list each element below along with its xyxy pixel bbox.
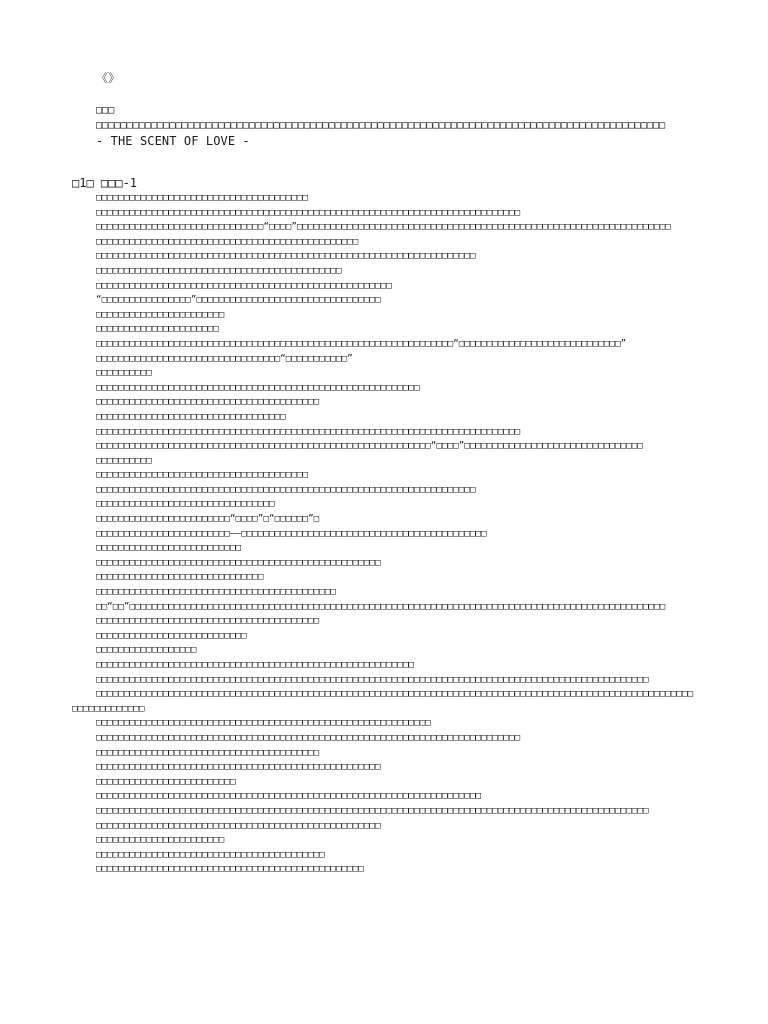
paragraph: □□□□□□□□□□□□□□□□□□□□□□□□□□ bbox=[96, 542, 242, 554]
paragraph: □□□□□□□□□□□□□□□□□□□□□□□□□□□□□□□□□“□□□□□□□□□□□” bbox=[96, 352, 353, 364]
paragraph: □□□□□□□□□□□□□□□□□□□□□□□□□□□□□□□□□□□□□□□□□□□□□□□□□□□□□□□□□ bbox=[96, 659, 415, 670]
paragraph: □□□□□□□□□□□□□□□□□□□□□□□□——□□□□□□□□□□□□□□□□□□□□□□□□□□□□□□□□□□□□□□□□□□□□ bbox=[96, 527, 487, 539]
paragraph: □□□□□□□□□□□□□□□□□□□□□□□□□□□□□□□□□□□□□□□□□□□□□□□□□□□□□ bbox=[96, 279, 392, 291]
paragraph: □□□□□□□□□□□□□□□□□□□□□□□□□□□□□□□□□□□□□□□□ bbox=[96, 746, 320, 758]
paragraph: □□□□□□□□□□□□□□□□□□□□□□□□□□□□□□□□□□□□□□□□□□□□□□□□□□□□□□□□□□ bbox=[96, 381, 420, 393]
paragraph: □□□□□□□□□□□□□□□□□□□□□□□□□□□□□□□□□□□□□□□□□□□□□□□□□□□□□□□□□□□□□□□□□□□□□ bbox=[96, 790, 482, 802]
paragraph: □□□□□□□□□□□□□□□□□□□□□□□ bbox=[96, 308, 225, 320]
paragraph: □□□□□□□□□□□□□□□□□□□□□□□□□□□□□□□□□□□□□□□□□ bbox=[96, 848, 325, 860]
paragraph: □□□□□□□□□□□□□□□□□□□□□□□□□□□□□□□□□□□□□□ bbox=[96, 192, 309, 203]
subtitle: - THE SCENT OF LOVE - bbox=[96, 134, 250, 148]
paragraph: □□□□□□□□□□□□□□□□□□□□□□□□□□□□□□□□□□□□□□□□□□□□□□□□□□□□□□□□□□□□□□□□□□□□ bbox=[96, 250, 476, 262]
paragraph: □□□□□□□□□□ bbox=[96, 454, 152, 466]
title-line-2: □□□□□□□□□□□□□□□□□□□□□□□□□□□□□□□□□□□□□□□□□□□□□□□□□□□□□□□□□□□□□□□□□□□□□□□□□□□□□□□□□□□□□□□□□□□□□ bbox=[96, 120, 666, 131]
paragraph: □□□□□□□□□□□□□□□□□□□□□□□□□□□□□□□□□□□□□□□□□□□□□□□□□□□□□□□□□□□□□□□□□□□□□□□□□□□□ bbox=[96, 425, 521, 437]
paragraph: □□□□□□□□□□□□□□□□□□□□□□□□□□□□□□□□□□□□□□□□□□□□□□□□□□□□□□□□□□□□□□□□□□□□□□□□□□□□□□□□□□□□□□□□□□□□□□□□□□□ bbox=[96, 804, 649, 816]
chapter-heading: □1□ □□□-1 bbox=[72, 176, 138, 190]
paragraph: □□□□□□□□□□□□□□□□□□□□□□□□“□□□□”□“□□□□□□”□ bbox=[96, 513, 320, 525]
paragraph: □□□□□□□□□□□□□□□□□□□□□□□ bbox=[96, 834, 225, 846]
paragraph: □□□□□□□□□□□□□□□□□□□□□□□□□□□□□□□□□□□□□□□□□□□□□□□□□□□□□□□□□□□□□□□□“□□□□□□□□□□□□□□□□□□□□□□□□□□□□□” bbox=[96, 337, 627, 349]
paragraph: □□□□□□□□□□□□□□□□□□□□□□□□□□□□□□□□□□□□□□□□□□□□□□□□□□□□□□□□□□□□ bbox=[96, 717, 431, 729]
paragraph: □□□□□□□□□□□□□□□□□□□□□□□□□□□□□□□□□□□□□□ bbox=[96, 469, 309, 481]
paragraph: □□□□□□□□□□□□□□□□□□□□□□□□□ bbox=[96, 775, 236, 787]
paragraph: □□□□□□□□□□□□□□□□□□□□□□□□□□□□□□□□□□ bbox=[96, 410, 286, 422]
paragraph: □□□□□□□□□□□□□□□□□□□□□□□□□□□□□□□□□□□□□□□□ bbox=[96, 396, 320, 408]
paragraph: □□□□□□□□□□□□□□□□□□□□□□□□□□□□□□□□□□□□□□□□□□□□□□□□□□□□□□□□□□□□□□□□□□□□□□□□□□□□□□□□□□□□□□□□□□□□□□□□□□□□□□□□□□□□□□□□□□□□□□□□ bbox=[72, 688, 694, 714]
paragraph: □□□□□□□□□□□□□□□□□□□□□□□□□□□□□□□□□□□□□□□□□□□□□□□□□□□ bbox=[96, 556, 381, 568]
paragraph: □□□□□□□□□□□□□□□□□□□□□□□□□□□□□□□□□□□□□□□□□□□□□□□□ bbox=[96, 863, 364, 875]
paragraph: □□□□□□□□□□□□□□□□□□□□□□□□□□□□□□□□□□□□□□□□□□□□ bbox=[96, 264, 342, 276]
paragraph: “□□□□□□□□□□□□□□□□”□□□□□□□□□□□□□□□□□□□□□□□□□□□□□□□□□ bbox=[96, 294, 381, 306]
paragraph: □□□□□□□□□□□□□□□□□□□□□□□□□□□□□□□□□□□□□□□□□□□□□□□□□□□ bbox=[96, 761, 381, 773]
title-block bbox=[96, 103, 696, 149]
paragraph: □□□□□□□□□□□□□□□□□□□□□□□□□□□□□□□□ bbox=[96, 498, 275, 510]
paragraph: □□□□□□□□□□□□□□□□□□□□□□□□□□□□□□□□□□□□□□□□□□□□□□□□□□□□□□□□□□□□□□□□□□□□ bbox=[96, 483, 476, 495]
paragraph: □□□□□□□□□□□□□□□□□□□□□□□□□□□□□□□□□□□□□□□□□□□□□□□□□□□□□□□□□□□□□□□□□□□□□□□□□□□□ bbox=[96, 731, 521, 743]
paragraph: □□□□□□□□□□□□□□□□□□□□□□□□□□□□□□ bbox=[96, 571, 264, 583]
paragraph: □□□□□□□□□□ bbox=[96, 367, 152, 379]
paragraph: □□□□□□□□□□□□□□□□□□□□□□□□□□□□□□□□□□□□□□□□□□□□□□□□□□□□□□□□□□□□□□□□□□□□□□□□□□□□□□□□□□□□□□□□□□□□□□□□□□□ bbox=[96, 673, 649, 685]
paragraph: □□□□□□□□□□□□□□□□□□□□□□□□□□□□□□□□□□□□□□□□□□□□□□□□□□□ bbox=[96, 819, 381, 831]
paragraph: □□“□□”□□□□□□□□□□□□□□□□□□□□□□□□□□□□□□□□□□□□□□□□□□□□□□□□□□□□□□□□□□□□□□□□□□□□□□□□□□□□□□□□□□□□□□□□□□□□□□□□ bbox=[96, 600, 666, 612]
paragraph: □□□□□□□□□□□□□□□□□□□□□□□□□□□□□□□□□□□□□□□□□□□□□□□ bbox=[96, 235, 359, 247]
paragraph: □□□□□□□□□□□□□□□□□□□□□□□□□□□□□□□□□□□□□□□□ bbox=[96, 615, 320, 627]
paragraph: □□□□□□□□□□□□□□□□□□□□□□□□□□□□□□“□□□□”□□□□□□□□□□□□□□□□□□□□□□□□□□□□□□□□□□□□□□□□□□□□□□□□□□□□□□□□□□□□□□□□□□□ bbox=[96, 221, 671, 233]
header-mark: 《》 bbox=[96, 71, 121, 85]
title-line-1: □□□ bbox=[96, 105, 115, 116]
paragraph: □□□□□□□□□□□□□□□□□□□□□□ bbox=[96, 323, 219, 335]
paragraph: □□□□□□□□□□□□□□□□□□□□□□□□□□□ bbox=[96, 629, 247, 641]
paragraph: □□□□□□□□□□□□□□□□□□□□□□□□□□□□□□□□□□□□□□□□□□□□□□□□□□□□□□□□□□□□“□□□□”□□□□□□□□□□□□□□□□□□□□□□□□□□□□□□□□ bbox=[96, 440, 643, 452]
body-text bbox=[72, 191, 696, 877]
paragraph: □□□□□□□□□□□□□□□□□□ bbox=[96, 644, 197, 656]
paragraph: □□□□□□□□□□□□□□□□□□□□□□□□□□□□□□□□□□□□□□□□□□□ bbox=[96, 586, 336, 598]
paragraph: □□□□□□□□□□□□□□□□□□□□□□□□□□□□□□□□□□□□□□□□□□□□□□□□□□□□□□□□□□□□□□□□□□□□□□□□□□□□ bbox=[96, 206, 521, 218]
